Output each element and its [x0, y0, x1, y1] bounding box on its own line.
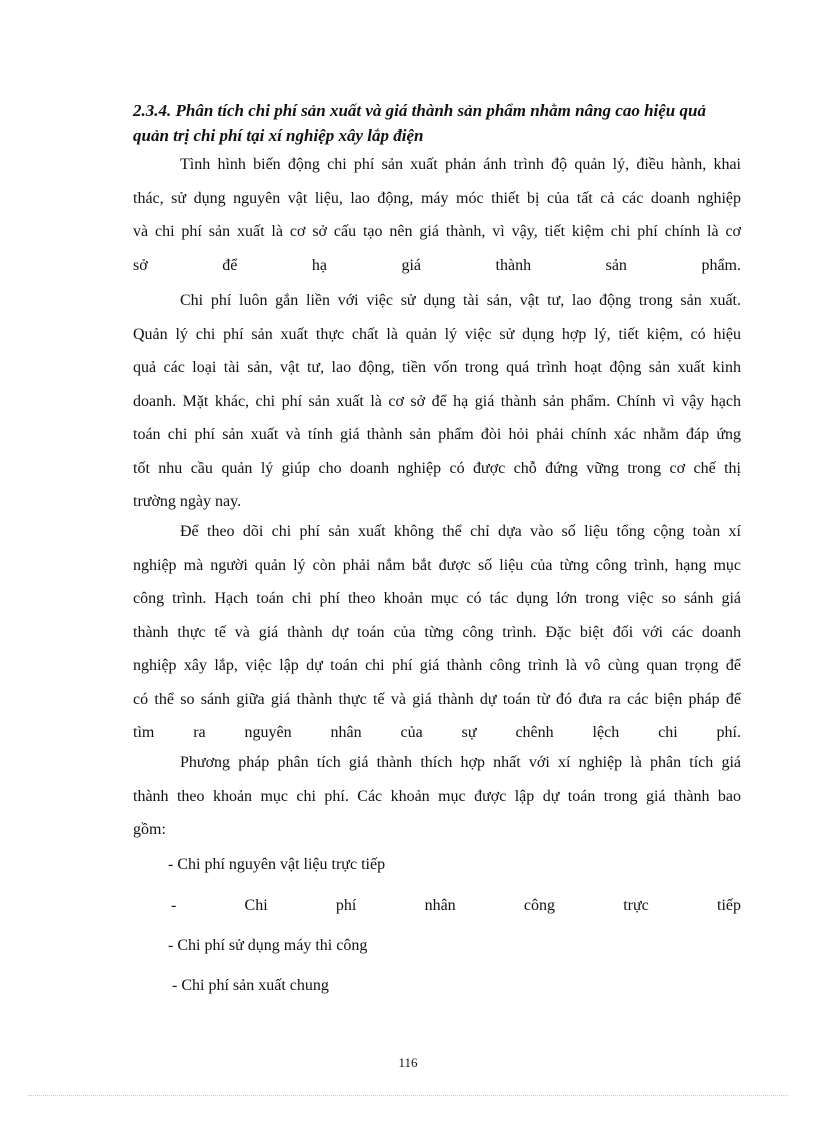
list-item: - Chi phí sản xuất chung — [172, 977, 329, 994]
paragraph-line: công trình. Hạch toán chi phí theo khoản mục có tác dụng lớn trong việc so sánh giá — [133, 590, 741, 607]
paragraph-line: và chi phí sản xuất là cơ sở cấu tạo nên giá thành, vì vậy, tiết kiệm chi phí chính là cơ — [133, 223, 741, 240]
paragraph-line: thành theo khoản mục chi phí. Các khoản mục được lập dự toán trong giá thành bao — [133, 787, 741, 805]
paragraph-line: Để theo dõi chi phí sản xuất không thể chỉ dựa vào số liệu tổng cộng toàn xí — [180, 523, 741, 540]
section-heading-line-2: quản trị chi phí tại xí nghiệp xây lắp điện — [133, 126, 424, 145]
list-item: - Chi phí nguyên vật liệu trực tiếp — [168, 856, 386, 873]
paragraph-line: thác, sử dụng nguyên vật liệu, lao động, máy móc thiết bị của tất cả các doanh nghiệp — [133, 189, 741, 207]
paragraph-line: Quản lý chi phí sản xuất thực chất là quản lý việc sử dụng hợp lý, tiết kiệm, có hiệu — [133, 325, 741, 343]
list-item: - Chi phí sử dụng máy thi công — [168, 937, 368, 954]
paragraph-line: tìm ra nguyên nhân của sự chênh lệch chi phí. — [133, 724, 741, 741]
paragraph-line: tốt nhu cầu quản lý giúp cho doanh nghiệp có được chỗ đứng vững trong cơ chế thị — [133, 459, 741, 477]
list-item: - Chi phí nhân công trực tiếp — [171, 897, 741, 914]
paragraph-line: nghiệp xây lắp, việc lập dự toán chi phí giá thành công trình là vô cùng quan trọng để — [133, 657, 741, 674]
paragraph-4 — [133, 746, 741, 847]
paragraph-line: nghiệp mà người quản lý còn phải nắm bắt được số liệu của từng công trình, hạng mục — [133, 556, 741, 574]
paragraph-line: quả các loại tài sản, vật tư, lao động, tiền vốn trong quá trình hoạt động sản xuất kinh — [133, 359, 741, 376]
paragraph-line: doanh. Mặt khác, chi phí sản xuất là cơ sở để hạ giá thành sản phẩm. Chính vì vậy hạch — [133, 392, 741, 410]
paragraph-line: Phương pháp phân tích giá thành thích hợp nhất với xí nghiệp là phân tích giá — [180, 754, 741, 771]
paragraph-line: toán chi phí sản xuất và tính giá thành sản phẩm đòi hỏi phải chính xác nhằm đáp ứng — [133, 426, 741, 443]
paragraph-line: gồm: — [133, 821, 166, 838]
paragraph-line: Tình hình biến động chi phí sản xuất phản ánh trình độ quản lý, điều hành, khai — [180, 156, 741, 173]
paragraph-line: có thể so sánh giữa giá thành thực tế và giá thành dự toán từ đó đưa ra các biện pháp để — [133, 690, 741, 708]
page-number: 116 — [398, 1055, 418, 1070]
footer-divider — [28, 1095, 788, 1096]
section-heading-line-1: 2.3.4. Phân tích chi phí sản xuất và giá thành sản phẩm nhằm nâng cao hiệu quả — [133, 101, 706, 120]
paragraph-line: thành thực tế và giá thành dự toán của từng công trình. Đặc biệt đối với các doanh — [133, 623, 741, 641]
paragraph-line: sở để hạ giá thành sản phẩm. — [133, 256, 741, 274]
paragraph-2 — [133, 284, 741, 519]
paragraph-line: trường ngày nay. — [133, 493, 242, 510]
paragraph-3 — [133, 515, 741, 750]
section-heading — [133, 99, 753, 148]
paragraph-line: Chi phí luôn gắn liền với việc sử dụng tài sản, vật tư, lao động trong sản xuất. — [180, 292, 741, 309]
paragraph-1 — [133, 148, 741, 282]
